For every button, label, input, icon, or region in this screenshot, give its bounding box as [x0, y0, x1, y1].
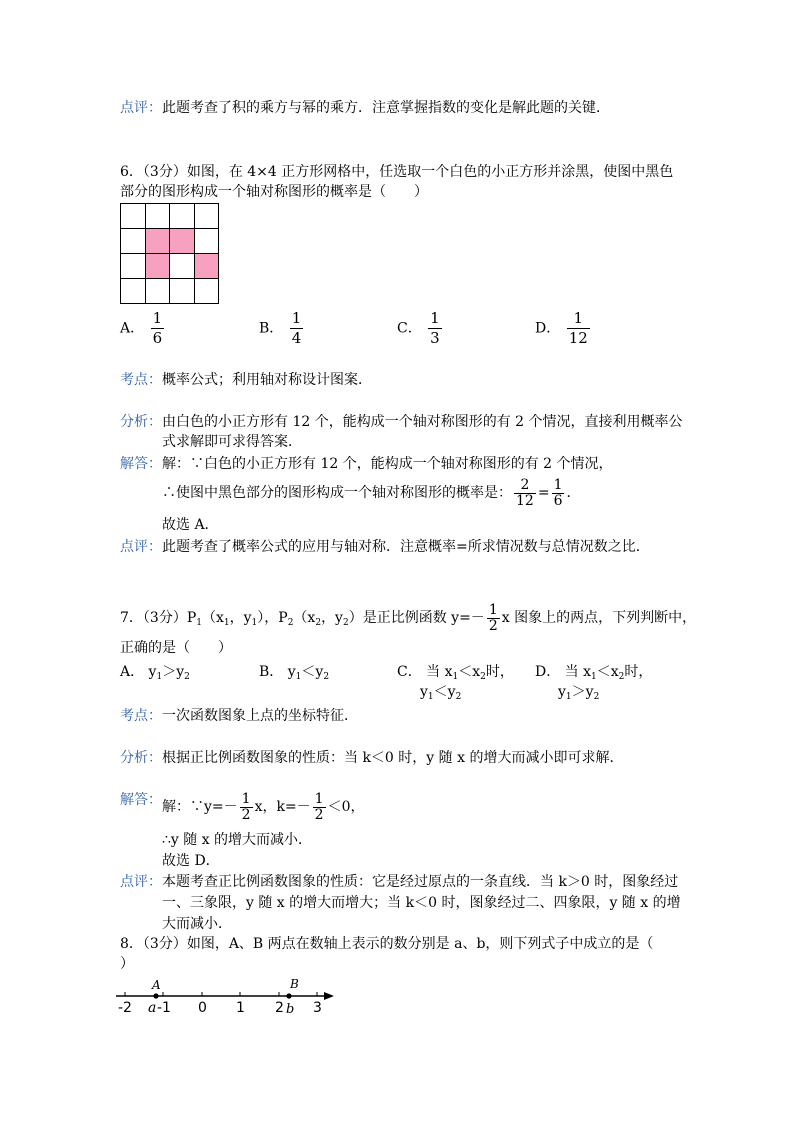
q7-option-c-line2: $y_1<y_2$	[420, 684, 462, 702]
q6-option-b	[259, 309, 305, 348]
q7-fenxi	[120, 748, 623, 768]
grid-cell	[170, 279, 195, 304]
pingjia-tag: 点评：	[120, 874, 162, 890]
period: ．	[566, 485, 581, 501]
q6-jieda	[120, 454, 613, 474]
fenxi-text: 根据正比例函数图象的性质：当 k＜0 时，y 随 x 的增大而减小即可求解．	[162, 750, 624, 766]
jieda-tag: 解答：	[120, 456, 162, 472]
q6-stem-line2: 部分的图形构成一个轴对称图形的概率是（ ）	[120, 184, 428, 200]
q6-option-a	[120, 309, 166, 348]
fenxi-text: 由白色的小正方形有 12 个，能构成一个轴对称图形的有 2 个情况，直接利用概率公	[162, 414, 683, 430]
q7-jieda-line1: 解：∵y=－ $\frac{1}{2}$ x，k=－ $\frac{1}{2}$ ＜0，	[162, 790, 365, 823]
point-b-value: b	[286, 1002, 295, 1017]
grid-cell	[145, 279, 170, 304]
fraction: $\frac{1}{3}$	[430, 309, 440, 347]
number-line-arrow	[324, 992, 334, 1000]
option-label: C．	[397, 320, 422, 337]
kaodian-tag: 考点：	[120, 708, 162, 724]
jieda-text: ∴使图中黑色部分的图形构成一个轴对称图形的概率是：	[162, 485, 512, 501]
option-label: D．	[535, 320, 561, 337]
q7-pingjia-line2: 一、三象限，y 随 x 的增大而增大；当 k＜0 时，图象经过二、四象限，y 随 x 的增	[162, 895, 681, 911]
grid-cell-shaded	[194, 254, 219, 279]
q7-choose: 故选 D．	[162, 853, 220, 869]
kaodian-text: 一次函数图象上点的坐标特征．	[162, 708, 358, 724]
pingjia-text: 此题考查了概率公式的应用与轴对称．注意概率=所求情况数与总情况数之比．	[162, 539, 650, 555]
grid-cell	[194, 279, 219, 304]
tick-label: 0	[198, 1000, 207, 1016]
pingjia-tag: 点评：	[120, 539, 162, 555]
kaodian-tag: 考点：	[120, 372, 162, 388]
grid-cell	[194, 204, 219, 229]
q7-pingjia-line3: 大而减小．	[162, 916, 232, 932]
q6-jieda-line2	[162, 474, 580, 512]
comment-tag: 点评：	[120, 100, 162, 116]
fraction: $\frac{1}{4}$	[291, 309, 302, 347]
q6-pingjia	[120, 537, 650, 557]
grid-cell	[121, 279, 146, 304]
q7-option-d-line2: $y_1>y_2$	[558, 684, 600, 702]
grid-cell	[170, 254, 195, 279]
q7-jieda-tag-row	[120, 790, 162, 810]
fraction: $\frac{2}{12}$	[516, 476, 534, 509]
q7-option-a: A． $y_1>y_2$	[120, 664, 190, 682]
q6-fenxi-line2: 式求解即可求得答案．	[162, 434, 302, 450]
grid-cell	[194, 229, 219, 254]
tick-label: -1	[157, 1000, 171, 1016]
comment-text: 此题考查了积的乘方与幂的乘方．注意掌握指数的变化是解此题的关键．	[162, 100, 610, 116]
comment-5	[120, 98, 610, 118]
q7-option-c: C． 当 $x_1<x_2$时，	[397, 664, 514, 682]
grid-cell-shaded	[145, 254, 170, 279]
q7-jieda-line2: ∴y 随 x 的增大而减小．	[162, 832, 313, 848]
option-label: A．	[120, 320, 145, 337]
number-line-figure	[112, 974, 342, 1020]
q6-option-d	[535, 309, 592, 348]
fraction: $\frac{1}{2}$	[488, 601, 498, 634]
q7-option-b: B． $y_1<y_2$	[259, 664, 330, 682]
tick-label: 3	[313, 1000, 322, 1016]
q6-option-c	[397, 309, 444, 348]
q7-option-d: D． 当 $x_1<x_2$时，	[535, 664, 653, 682]
jieda-tag: 解答：	[120, 792, 162, 808]
point-a-value: a	[148, 1000, 157, 1016]
grid-cell-shaded	[145, 229, 170, 254]
q6-grid-figure	[120, 203, 219, 304]
fenxi-tag: 分析：	[120, 414, 162, 430]
point-a-dot	[153, 993, 158, 998]
q8-stem-line2: ）	[120, 956, 134, 972]
tick-label: 1	[236, 1000, 245, 1016]
jieda-text: 解：∵白色的小正方形有 12 个，能构成一个轴对称图形的有 2 个情况，	[162, 456, 613, 472]
q7-stem-line2: 正确的是（ ）	[120, 640, 232, 656]
fraction: $\frac{1}{6}$	[553, 476, 563, 509]
q6-fenxi	[120, 412, 683, 432]
fenxi-tag: 分析：	[120, 750, 162, 766]
q8-stem-line1: 8．（3分）如图，A、B 两点在数轴上表示的数分别是 a、b，则下列式子中成立的是（	[120, 936, 654, 952]
q7-stem-line1: 7．（3分）$P_1(x_1$，$y_1$），$P_2(x_2$，$y_2$）是正比例函数 y=－ $\frac{1}{2}$ x 图象上的两点，下列判断中，	[120, 601, 697, 634]
tick-label: 2	[275, 1000, 284, 1016]
fraction: $\frac{1}{2}$	[314, 790, 324, 823]
grid-cell-shaded	[170, 229, 195, 254]
fraction: $\frac{1}{12}$	[568, 309, 588, 347]
tick-label: -2	[118, 1000, 132, 1016]
equals-sign: =	[537, 485, 550, 501]
pingjia-text: 本题考查正比例函数图象的性质：它是经过原点的一条直线．当 k＞0 时，图象经过	[162, 874, 679, 890]
option-label: B．	[259, 320, 284, 337]
q7-kaodian	[120, 706, 358, 726]
fraction: $\frac{1}{2}$	[241, 790, 251, 823]
grid-cell	[121, 204, 146, 229]
grid-cell	[121, 254, 146, 279]
point-b-dot	[286, 993, 291, 998]
q6-kaodian	[120, 370, 372, 390]
kaodian-text: 概率公式；利用轴对称设计图案．	[162, 372, 372, 388]
grid-cell	[121, 229, 146, 254]
q6-stem-line1: 6．（3分）如图，在 4×4 正方形网格中，任选取一个白色的小正方形并涂黑，使图中黑色	[120, 164, 674, 180]
fraction: $\frac{1}{6}$	[152, 309, 163, 347]
grid-cell	[170, 204, 195, 229]
point-b-label: B	[290, 977, 299, 991]
q7-pingjia	[120, 872, 678, 892]
point-a-label: A	[152, 978, 161, 992]
q6-choose: 故选 A．	[162, 517, 219, 533]
grid-cell	[145, 204, 170, 229]
